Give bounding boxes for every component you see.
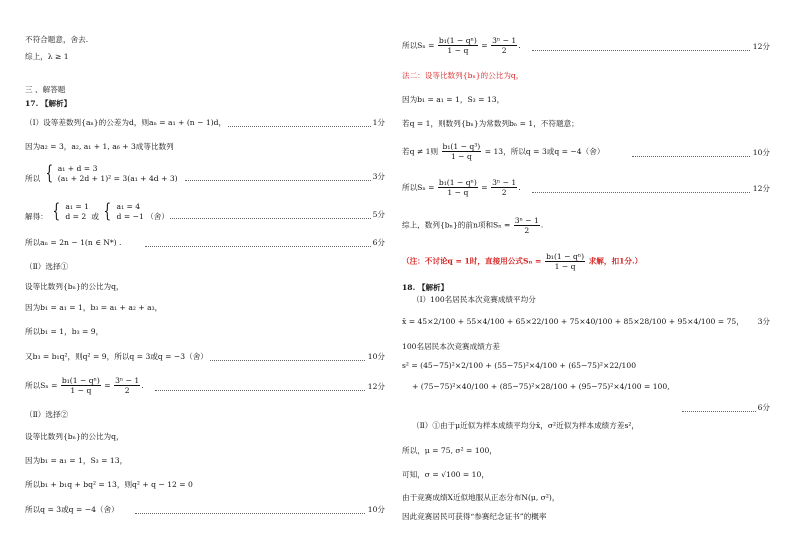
formula-line [402, 317, 770, 327]
numerator: 3ⁿ − 1 [115, 376, 140, 385]
numerator: b₁(1 − qⁿ) [438, 178, 477, 187]
text-line: 设等比数列{bₙ}的公比为q， [25, 282, 124, 291]
text-line: 因此竞赛居民可获得“参赛纪念证书”的概率 [402, 512, 547, 521]
equals-sign: = [104, 380, 111, 390]
denominator: 2 [501, 46, 507, 55]
leader-dots [145, 238, 385, 247]
equation-system [117, 202, 144, 222]
leader-dots [632, 148, 770, 157]
text-line: 由于竞赛成绩X近似地服从正态分布N(μ, σ²)， [402, 493, 560, 502]
fraction [545, 252, 585, 271]
leader-dots [225, 118, 385, 127]
or-word: 或 [91, 212, 99, 221]
fraction [438, 178, 478, 197]
equation-system-line [25, 200, 385, 226]
fraction [514, 216, 540, 235]
equation: d = 2 [65, 212, 87, 221]
fraction [491, 178, 517, 197]
equation: d = −1 [116, 212, 144, 221]
variance-formula-line: + (75−75)²×40/100 + (85−75)²×28/100 + (95−75)²×4/100 = 100, [412, 382, 670, 391]
solution-line [25, 352, 385, 362]
line-text: 又b₃ = b₁q²，则q² = 9，所以q = 3或q = −3（舍） [25, 352, 208, 361]
denominator: 1 − q [450, 152, 472, 161]
brace-glyph: { [103, 198, 112, 222]
leader-dots [165, 210, 385, 219]
text-line: （Ⅱ）①由于μ近似为样本成绩平均分x̄，σ²近似为样本成绩方差s²， [412, 421, 639, 430]
variance-formula-line: s² = (45−75)²×2/100 + (55−75)²×4/100 + (65−75)²×22/100 [402, 361, 637, 370]
numerator: b₁(1 − qⁿ) [546, 252, 585, 261]
fraction [442, 142, 482, 161]
equation-system [65, 202, 89, 222]
numerator: 3ⁿ − 1 [514, 216, 539, 225]
method-two-heading: 法二：设等比数列{bₙ}的公比为q， [402, 71, 524, 80]
formula-line: 所以Sₙ = $\frac{\text{b₁(1 − qⁿ)}}{1 - q}$ = $\frac{\text{3ⁿ − 1}}{2}$ . 12分 [402, 36, 770, 55]
text-line: 因为a₂ = 3，a₂, a₁ + 1, a₆ + 3成等比数列 [25, 142, 174, 151]
question-18-heading: 18. 【解析】 [402, 283, 449, 292]
leader-dots [532, 42, 770, 51]
line-prefix: 所以Sₙ = [25, 380, 58, 390]
numerator: b₁(1 − q³) [442, 142, 481, 151]
line-prefix: 若q ≠ 1则 [402, 146, 439, 156]
text-line: （Ⅰ）100名居民本次竞赛成绩平均分 [412, 295, 536, 304]
option-heading: （Ⅱ）选择① [25, 262, 69, 271]
text-line: 若q = 1，则数列{bₙ}为常数列bₙ = 1，不符题意； [402, 119, 579, 128]
denominator: 1 − q [554, 262, 576, 271]
mean-formula: x̄ = 45×2/100 + 55×4/100 + 65×22/100 + 75×40/100 + 85×28/100 + 95×4/100 = 75， [402, 317, 744, 326]
line-prefix: 所以Sₙ = [402, 182, 435, 192]
denominator: 2 [124, 386, 130, 395]
text-line: 所以b₁ = 1，b₃ = 9， [25, 327, 104, 336]
question-17-heading: 17. 【解析】 [25, 99, 72, 108]
numerator: 3ⁿ − 1 [492, 36, 517, 45]
score-points: 6分 [757, 403, 770, 412]
discard-note: （舍） [146, 212, 169, 221]
line-prefix: 综上，数列{bₙ}的前n项和Sₙ = [402, 220, 511, 230]
score-points: 5分 [372, 210, 385, 219]
denominator: 2 [501, 188, 507, 197]
text-line: 因为b₁ = a₁ = 1，S₃ = 13， [25, 456, 128, 465]
grading-note [402, 252, 770, 274]
score-points: 12分 [367, 382, 385, 391]
numerator: b₁(1 − qⁿ) [438, 36, 477, 45]
equation-system [58, 164, 178, 184]
option-heading: （Ⅱ）选择② [25, 410, 69, 419]
score-points: 12分 [752, 184, 770, 193]
equation: a₁ + d = 3 [57, 164, 98, 173]
text-line: 不符合题意，舍去. [25, 35, 89, 44]
fraction [491, 36, 517, 55]
text-line: 所以b₁ + b₁q + bq² = 13，则q² + q − 12 = 0 [25, 480, 193, 489]
line-suffix: = 13，所以q = 3或q = −4（舍） [484, 146, 605, 156]
denominator: 1 − q [447, 46, 469, 55]
text-line: 设等比数列{bₙ}的公比为q， [25, 432, 124, 441]
solution-line [25, 118, 385, 128]
score-points: 10分 [752, 148, 770, 157]
score-points: 1分 [372, 118, 385, 127]
line-text: （Ⅰ）设等差数列{aₙ}的公差为d，则aₙ = a₁ + (n − 1)d， [25, 118, 227, 127]
brace-glyph: { [45, 160, 53, 184]
denominator: 2 [524, 226, 530, 235]
numerator: 3ⁿ − 1 [492, 178, 517, 187]
score-points: 12分 [752, 42, 770, 51]
text-line: 可知，σ = √100 = 10， [402, 470, 489, 479]
score-points: 6分 [372, 238, 385, 247]
fraction [438, 36, 478, 55]
numerator: b₁(1 − qⁿ) [61, 376, 100, 385]
text-line: 100名居民本次竞赛成绩方差 [402, 342, 501, 351]
text-line: 因为b₁ = a₁ = 1，S₃ = 13， [402, 95, 505, 104]
denominator: 1 − q [70, 386, 92, 395]
score-points: 3分 [757, 317, 770, 326]
conclusion-line: 综上，数列{bₙ}的前n项和Sₙ = $\frac{\text{3ⁿ − 1}}{2}$ . [402, 216, 544, 235]
leader-dots [532, 184, 770, 193]
leader-dots [185, 172, 385, 181]
section-heading: 三 、解答题 [25, 85, 66, 94]
fraction [114, 376, 140, 395]
leader-dots [205, 352, 385, 361]
line-text: 所以aₙ = 2n − 1(n ∈ N*) . [25, 238, 122, 247]
note-suffix: 求解，扣1分.） [588, 256, 643, 266]
note-prefix: （注：不讨论q = 1时，直接用公式Sₙ = [402, 256, 542, 266]
brace-glyph: { [52, 198, 61, 222]
equation: a₁ = 1 [65, 202, 89, 211]
denominator: 1 − q [447, 188, 469, 197]
leader-dots [155, 382, 385, 391]
equation: a₁ = 4 [116, 202, 141, 211]
score-points: 10分 [367, 352, 385, 361]
fraction [61, 376, 101, 395]
score-points: 3分 [372, 172, 385, 181]
leader-dots [135, 505, 385, 514]
line-prefix: 所以Sₙ = [402, 40, 435, 50]
text-line: 因为b₁ = a₁ = 1，b₃ = a₁ + a₂ + a₃， [25, 303, 163, 312]
line-text: 所以q = 3或q = −4（舍） [25, 505, 119, 514]
solution-line [25, 238, 385, 248]
line-prefix: 所以 [25, 174, 41, 183]
text-line: 所以，μ = 75, σ² = 100， [402, 446, 497, 455]
text-line: 综上，λ ≥ 1 [25, 52, 69, 61]
formula-line: 所以Sₙ = $\frac{\text{b₁(1 − qⁿ)}}{1 - q}$ = $\frac{\text{3ⁿ − 1}}{2}$ . 12分 [25, 376, 385, 395]
line-prefix: 解得： [25, 212, 48, 221]
equation: (a₁ + 2d + 1)² = 3(a₁ + 4d + 3) [57, 174, 178, 183]
formula-line: 所以Sₙ = $\frac{\text{b₁(1 − qⁿ)}}{1 - q}$ = $\frac{\text{3ⁿ − 1}}{2}$ . 12分 [402, 178, 770, 197]
score-points: 10分 [367, 505, 385, 514]
solution-line [25, 505, 385, 515]
equation-system-line [25, 162, 385, 188]
formula-line [402, 142, 770, 164]
